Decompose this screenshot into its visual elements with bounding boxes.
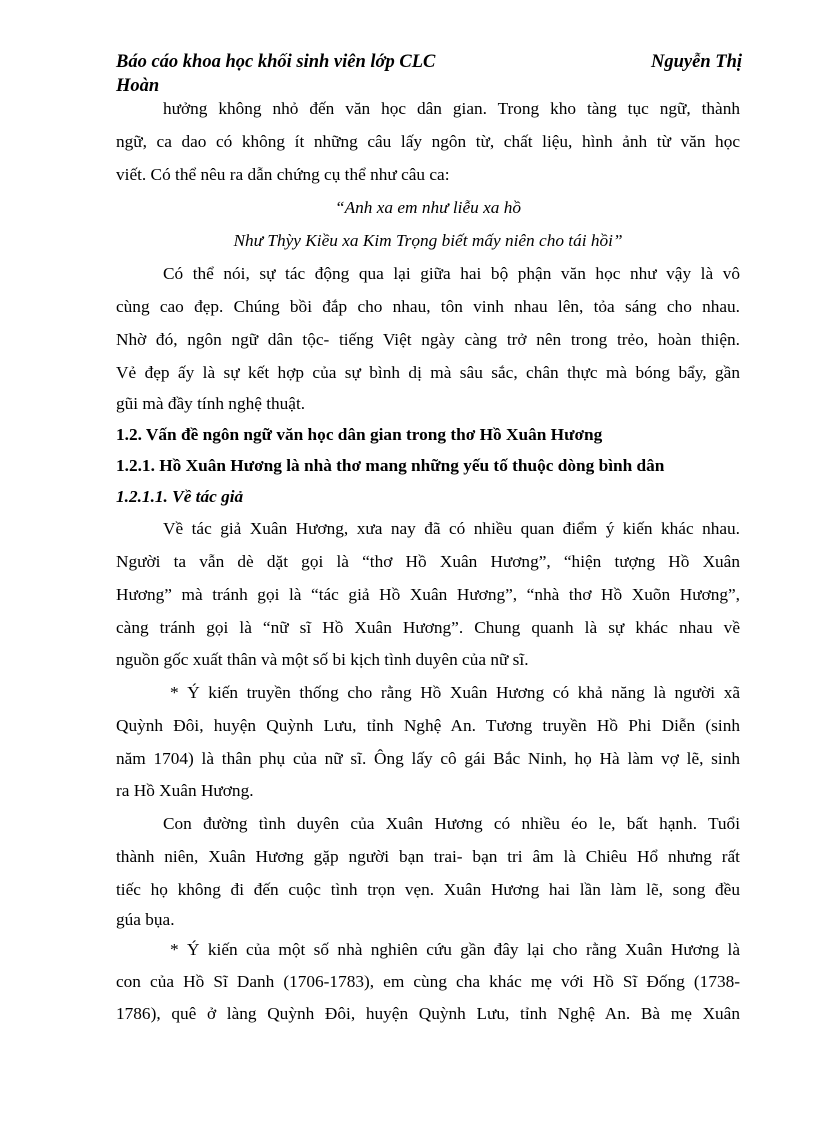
verse-line: “Anh xa em như liễu xa hồ bbox=[334, 198, 522, 217]
paragraph-line: * Ý kiến của một số nhà nghiên cứu gần đây lại cho rằng Xuân Hương là bbox=[170, 940, 740, 959]
paragraph-line: Về tác giả Xuân Hương, xưa nay đã có nhiều quan điểm ý kiến khác nhau. bbox=[163, 519, 740, 538]
header-author-name-continued: Hoàn bbox=[116, 76, 160, 96]
verse-line: Như Thỳy Kiều xa Kim Trọng biết mấy niên cho tái hồi” bbox=[233, 231, 623, 250]
section-heading: 1.2. Vấn đề ngôn ngữ văn học dân gian trong thơ Hồ Xuân Hương bbox=[116, 425, 603, 444]
paragraph-line: gũi mà đầy tính nghệ thuật. bbox=[116, 394, 306, 413]
header-report-title: Báo cáo khoa học khối sinh viên lớp CLC bbox=[116, 52, 436, 72]
paragraph-line: nguồn gốc xuất thân và một số bi kịch tình duyên của nữ sĩ. bbox=[116, 650, 529, 669]
paragraph-line: ngữ, ca dao có không ít những câu lấy ngôn từ, chất liệu, hình ảnh từ văn học bbox=[116, 132, 740, 151]
paragraph-line: 1786), quê ở làng Quỳnh Đôi, huyện Quỳnh Lưu, tỉnh Nghệ An. Bà mẹ Xuân bbox=[116, 1004, 740, 1023]
paragraph-line: càng tránh gọi là “nữ sĩ Hồ Xuân Hương”. Chung quanh là sự khác nhau về bbox=[116, 618, 740, 637]
paragraph-line: tiếc họ không đi đến cuộc tình trọn vẹn. Xuân Hương hai lần làm lẽ, song đều bbox=[116, 880, 740, 899]
paragraph-line: Có thể nói, sự tác động qua lại giữa hai bộ phận văn học như vậy là vô bbox=[163, 264, 740, 283]
paragraph-line: Nhờ đó, ngôn ngữ dân tộc- tiếng Việt ngày càng trở nên trong trẻo, hoàn thiện. bbox=[116, 330, 740, 349]
paragraph-line: Vẻ đẹp ấy là sự kết hợp của sự bình dị mà sâu sắc, chân thực mà bóng bẩy, gần bbox=[116, 363, 740, 382]
paragraph-line: năm 1704) là thân phụ của nữ sĩ. Ông lấy cô gái Bắc Ninh, họ Hà làm vợ lẽ, sinh bbox=[116, 749, 740, 768]
paragraph-line: viết. Có thể nêu ra dẫn chứng cụ thể như câu ca: bbox=[116, 165, 450, 184]
paragraph-line: hưởng không nhỏ đến văn học dân gian. Trong kho tàng tục ngữ, thành bbox=[163, 99, 740, 118]
paragraph-line: gúa bụa. bbox=[116, 910, 175, 929]
paragraph-line: cùng cao đẹp. Chúng bồi đắp cho nhau, tôn vinh nhau lên, tỏa sáng cho nhau. bbox=[116, 297, 740, 316]
header-author-name: Nguyễn Thị bbox=[651, 52, 742, 72]
paragraph-line: Người ta vẫn dè dặt gọi là “thơ Hồ Xuân Hương”, “hiện tượng Hồ Xuân bbox=[116, 552, 740, 571]
subsubsection-heading: 1.2.1.1. Về tác giả bbox=[116, 487, 244, 506]
subsection-heading: 1.2.1. Hồ Xuân Hương là nhà thơ mang những yếu tố thuộc dòng bình dân bbox=[116, 456, 665, 475]
paragraph-line: con của Hồ Sĩ Danh (1706-1783), em cùng cha khác mẹ với Hồ Sĩ Đống (1738- bbox=[116, 972, 740, 991]
paragraph-line: Con đường tình duyên của Xuân Hương có nhiều éo le, bất hạnh. Tuổi bbox=[163, 814, 740, 833]
paragraph-line: thành niên, Xuân Hương gặp người bạn trai- bạn tri âm là Chiêu Hổ nhưng rất bbox=[116, 847, 740, 866]
paragraph-line: Quỳnh Đôi, huyện Quỳnh Lưu, tỉnh Nghệ An. Tương truyền Hồ Phi Diễn (sinh bbox=[116, 716, 740, 735]
paragraph-line: * Ý kiến truyền thống cho rằng Hồ Xuân Hương có khả năng là người xã bbox=[170, 683, 740, 702]
paragraph-line: Hương” mà tránh gọi là “tác giả Hồ Xuân Hương”, “nhà thơ Hồ Xuõn Hương”, bbox=[116, 585, 740, 604]
page-header bbox=[116, 50, 742, 98]
paragraph-line: ra Hồ Xuân Hương. bbox=[116, 781, 254, 800]
